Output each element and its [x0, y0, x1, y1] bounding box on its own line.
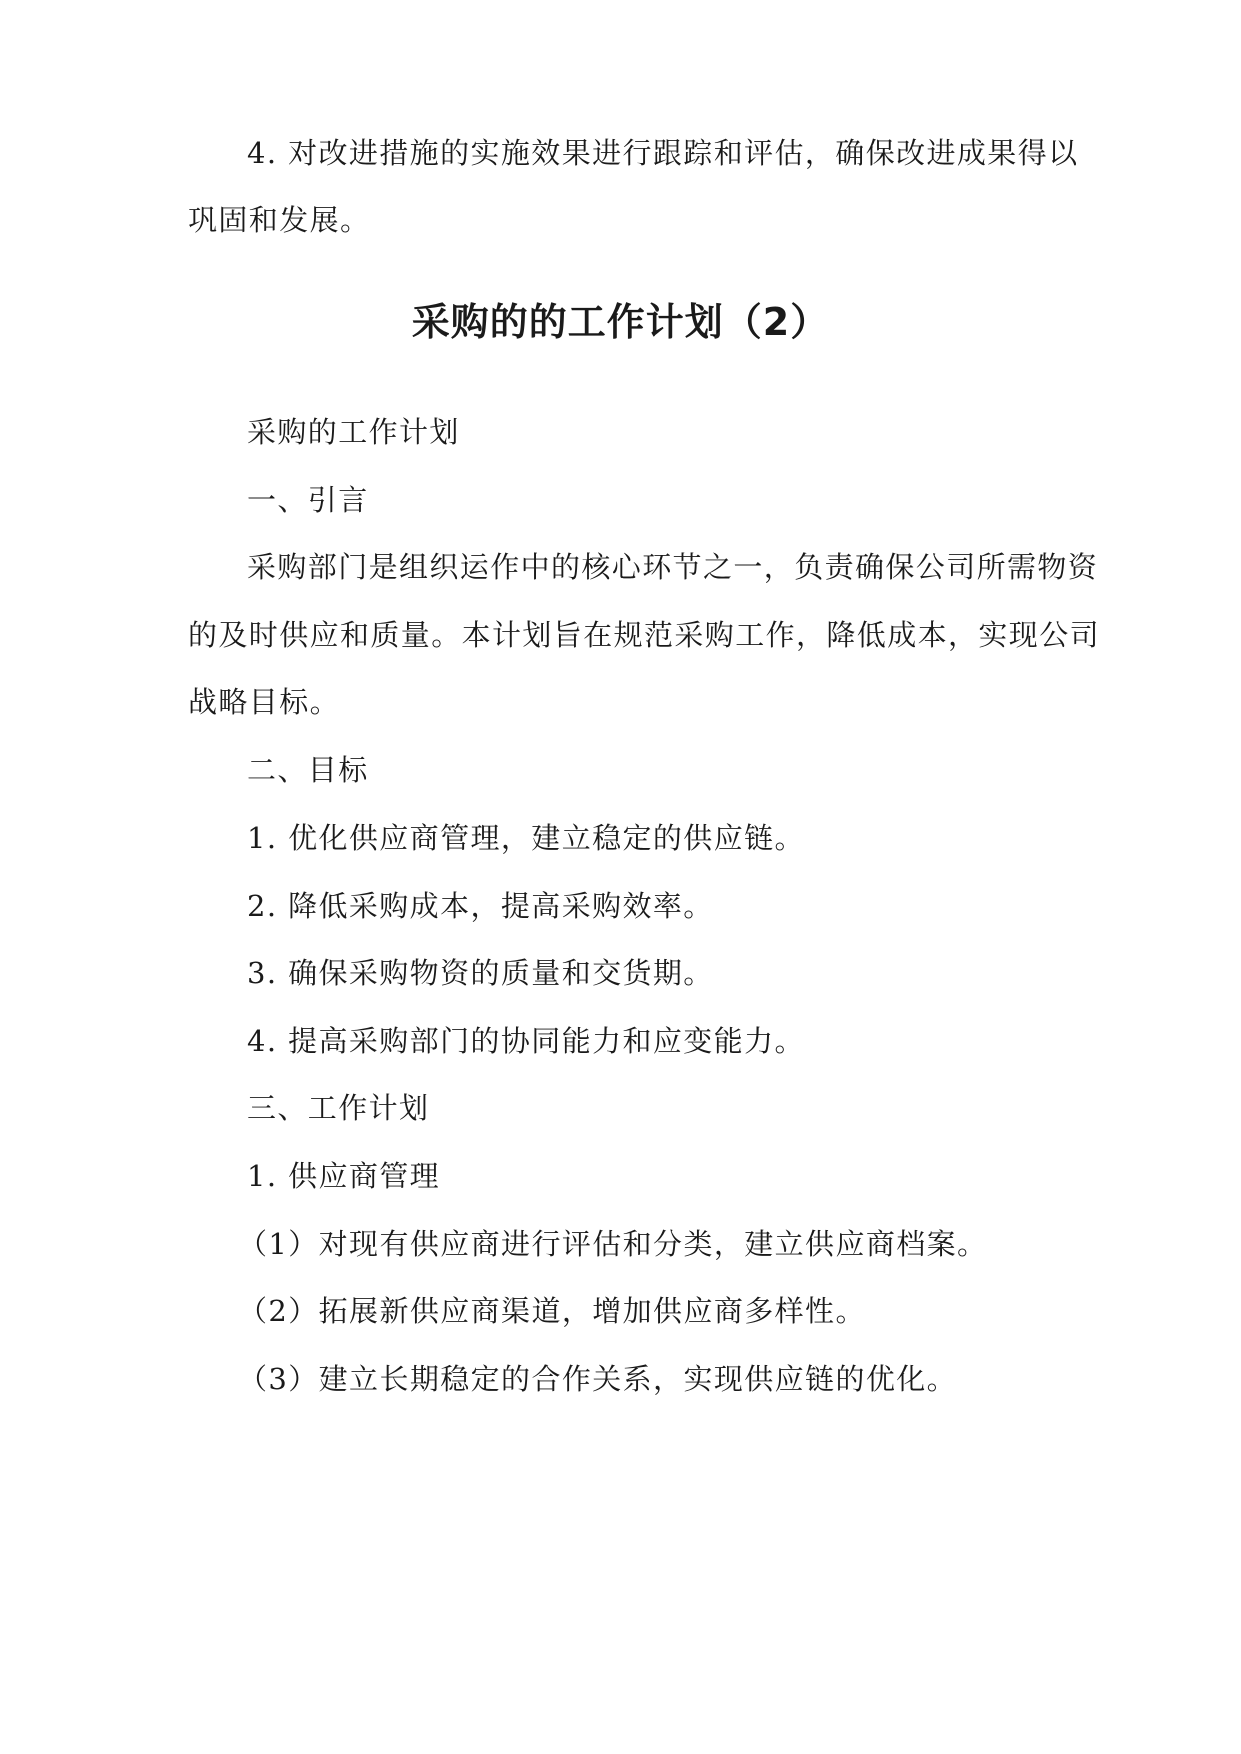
document-subtitle: 采购的工作计划	[247, 415, 460, 449]
plan-subitem: （2）拓展新供应商渠道，增加供应商多样性。	[238, 1294, 866, 1328]
goal-item: 1. 优化供应商管理，建立稳定的供应链。	[247, 821, 805, 855]
intro-paragraph-line3: 战略目标。	[188, 685, 341, 719]
plan-subitem: （3）建立长期稳定的合作关系，实现供应链的优化。	[238, 1362, 958, 1396]
goal-item: 4. 提高采购部门的协同能力和应变能力。	[247, 1024, 805, 1058]
intro-paragraph-line2: 的及时供应和质量。本计划旨在规范采购工作，降低成本，实现公司	[188, 618, 1101, 652]
document-title: 采购的的工作计划（2）	[411, 300, 830, 344]
plan-item-1-heading: 1. 供应商管理	[247, 1159, 441, 1193]
intro-paragraph-line1: 采购部门是组织运作中的核心环节之一，负责确保公司所需物资	[247, 550, 1099, 584]
plan-subitem: （1）对现有供应商进行评估和分类，建立供应商档案。	[238, 1227, 988, 1261]
section-3-heading: 三、工作计划	[247, 1091, 430, 1125]
previous-item-4-line2: 巩固和发展。	[188, 203, 371, 237]
section-1-heading: 一、引言	[247, 483, 369, 517]
goal-item: 2. 降低采购成本，提高采购效率。	[247, 889, 714, 923]
previous-item-4-line1: 4. 对改进措施的实施效果进行跟踪和评估，确保改进成果得以	[247, 136, 1079, 170]
section-2-heading: 二、目标	[247, 753, 369, 787]
goal-item: 3. 确保采购物资的质量和交货期。	[247, 956, 714, 990]
